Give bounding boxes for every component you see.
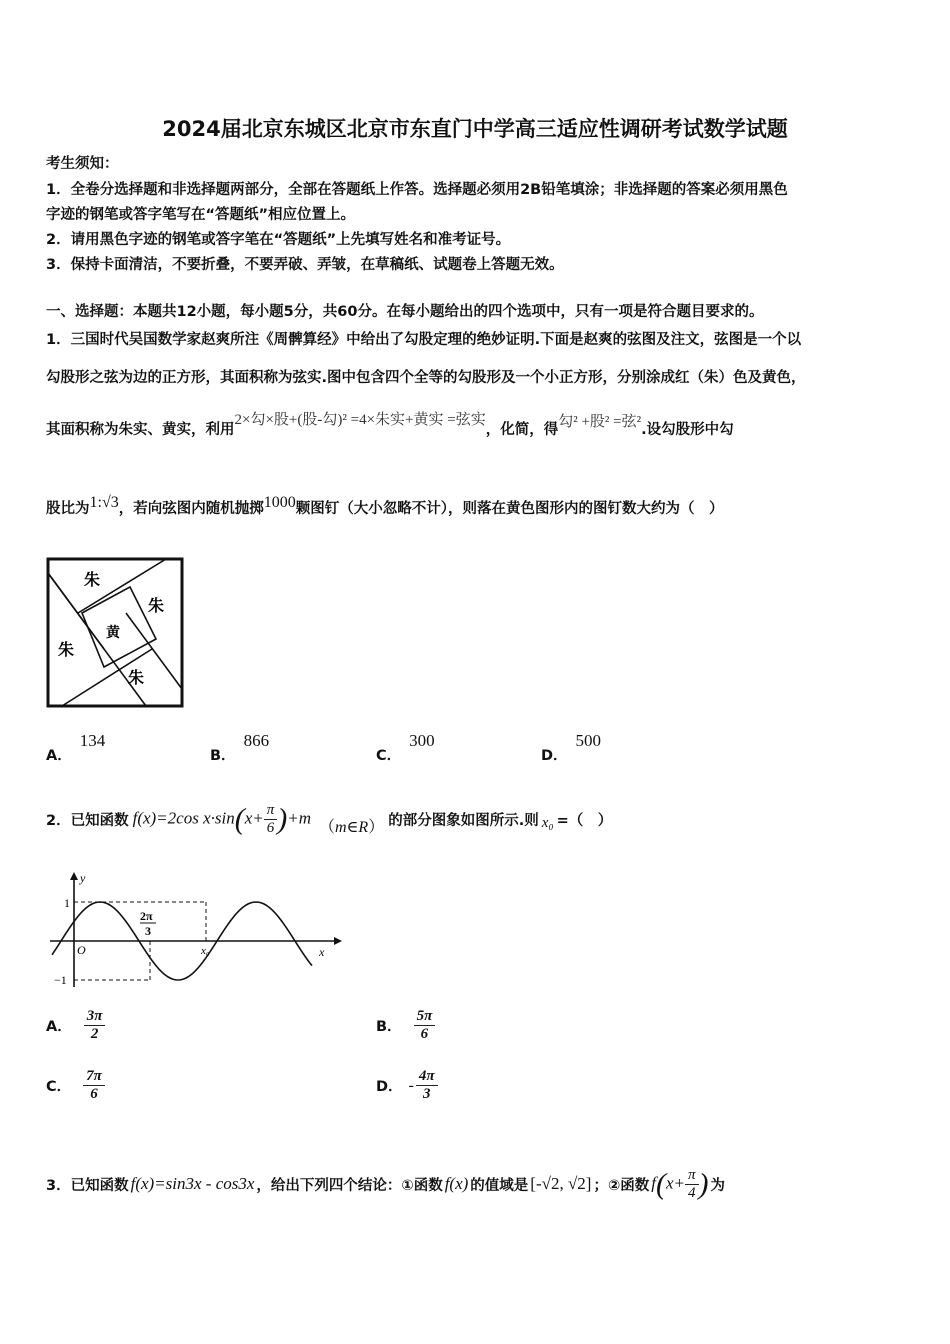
q3-range: [-√2, √2] [530, 1174, 592, 1193]
q1-line-4-post: 颗图钉（大小忽略不计），则落在黄色图形内的图钉数大约为（ ） [295, 501, 724, 517]
option-num: 4π [416, 1068, 438, 1086]
q1-ratio: 1:√3 [89, 494, 119, 511]
tick-label-1: 1 [64, 896, 70, 910]
q1-count: 1000 [263, 494, 296, 511]
option-label: B． [210, 748, 236, 764]
q2-option-d[interactable] [376, 1068, 438, 1103]
q1-line-3-pre: 其面积称为朱实、黄实，利用 [46, 422, 235, 438]
option-den: 2 [90, 1026, 99, 1042]
option-den: 3 [422, 1086, 431, 1102]
notice-line-3: 3．保持卡面清洁，不要折叠，不要弄破、弄皱，在草稿纸、试题卷上答题无效。 [46, 257, 564, 273]
q1-formula-2: 勾² +股² =弦² [558, 414, 642, 430]
option-label: D． [541, 748, 568, 764]
q2-stem [46, 794, 612, 844]
q3-mid-2: 的值域是 [470, 1177, 529, 1194]
q3-stem [46, 1156, 725, 1212]
q3-pre: 3．已知函数 [46, 1177, 129, 1194]
option-num: 5π [414, 1008, 436, 1026]
option-value: 300 [409, 731, 435, 750]
chord-label-zhu-bottom: 朱 [128, 668, 145, 687]
q3-fshift: f(x+ $\frac{\pi}{4}$ ) [651, 1166, 709, 1201]
option-num: 3π [84, 1008, 106, 1026]
q1-line-4 [46, 494, 724, 518]
q2-sine-graph [46, 870, 346, 990]
q1-formula-1: 2×勾×股+(股-勾)² =4×朱实+黄实 =弦实 [234, 412, 486, 428]
chord-label-zhu-top: 朱 [84, 570, 101, 589]
option-value: 500 [575, 731, 602, 750]
x0-label: x₀ [201, 945, 210, 957]
option-label: B． [376, 1019, 402, 1035]
q3-mid-1: ，给出下列四个结论：①函数 [256, 1177, 443, 1194]
q2-x0: x₀ [541, 814, 554, 831]
notice-line-1a: 1．全卷分选择题和非选择题两部分，全部在答题纸上作答。选择题必须用2B铅笔填涂；非选择题的答案必须用黑色 [46, 182, 788, 198]
notice-line-1b: 字迹的钢笔或答字笔写在“答题纸”相应位置上。 [46, 207, 356, 223]
q2-condition: （m∈R） [319, 818, 385, 836]
q1-line-1: 1．三国时代吴国数学家赵爽所注《周髀算经》中给出了勾股定理的绝妙证明.下面是赵爽的弦图及注文，弦图是一个以 [46, 332, 802, 348]
q3-post: 为 [710, 1177, 726, 1194]
option-label: C． [376, 748, 402, 764]
q3-formula: f(x)=sin3x - cos3x [130, 1174, 255, 1193]
q1-line-3-mid: ，化简，得 [485, 422, 559, 438]
chord-label-zhu-left: 朱 [58, 640, 75, 659]
q3-fx: f(x) [444, 1174, 469, 1193]
q1-line-3-post: .设勾股形中勾 [641, 422, 734, 438]
q1-option-c[interactable] [376, 731, 435, 765]
option-den: 6 [90, 1086, 98, 1102]
origin-label: O [77, 943, 86, 957]
q1-line-4-mid: ，若向弦图内随机抛掷 [118, 501, 264, 517]
notice-heading: 考生须知： [46, 156, 119, 172]
option-num: 7π [83, 1068, 105, 1086]
q1-line-4-pre: 股比为 [46, 501, 90, 517]
q1-option-b[interactable] [210, 731, 270, 765]
q2-pre: 2．已知函数 [46, 812, 129, 829]
option-den: 6 [420, 1026, 429, 1042]
option-label: C． [46, 1079, 72, 1095]
option-label: A． [46, 1019, 72, 1035]
option-label: D． [376, 1079, 403, 1095]
q2-eq: =（ ） [556, 812, 613, 829]
q2-cond-text: m∈R [335, 818, 369, 836]
tick-label-neg-1: −1 [54, 973, 67, 987]
q2-post: 的部分图象如图所示.则 [388, 812, 539, 829]
notice-line-2: 2．请用黑色字迹的钢笔或答字笔在“答题纸”上先填写姓名和准考证号。 [46, 232, 511, 248]
section-heading: 一、选择题：本题共12小题，每小题5分，共60分。在每小题给出的四个选项中，只有一项是符合题目要求的。 [46, 304, 764, 320]
tick-label-2pi-num: 2π [140, 909, 153, 923]
x-axis-label: x [319, 945, 325, 959]
q1-line-2: 勾股形之弦为边的正方形，其面积称为弦实.图中包含四个全等的勾股形及一个小正方形，分别涂成红（朱）色及黄色， [46, 370, 806, 386]
q2-formula: f(x)=2cos x·sin(x+ $\frac{\pi}{6}$ )+m [132, 801, 311, 836]
q2-option-a[interactable] [46, 1008, 105, 1043]
chord-label-zhu-right: 朱 [148, 596, 165, 615]
chord-diagram [44, 555, 186, 710]
option-label: A． [46, 748, 72, 764]
option-value: 134 [79, 731, 106, 750]
q1-option-a[interactable] [46, 731, 106, 765]
option-value: 866 [243, 731, 270, 750]
option-sign: - [408, 1076, 414, 1094]
page-title: 2024届北京东城区北京市东直门中学高三适应性调研考试数学试题 [162, 117, 788, 141]
tick-label-2pi-den: 3 [145, 924, 151, 938]
q1-option-d[interactable] [541, 731, 602, 765]
chord-label-huang: 黄 [106, 625, 120, 641]
q2-option-c[interactable] [46, 1068, 105, 1103]
q2-option-b[interactable] [376, 1008, 435, 1043]
q3-mid-3: ；②函数 [593, 1177, 650, 1194]
y-axis-label: y [80, 871, 86, 885]
q1-line-3 [46, 412, 734, 439]
